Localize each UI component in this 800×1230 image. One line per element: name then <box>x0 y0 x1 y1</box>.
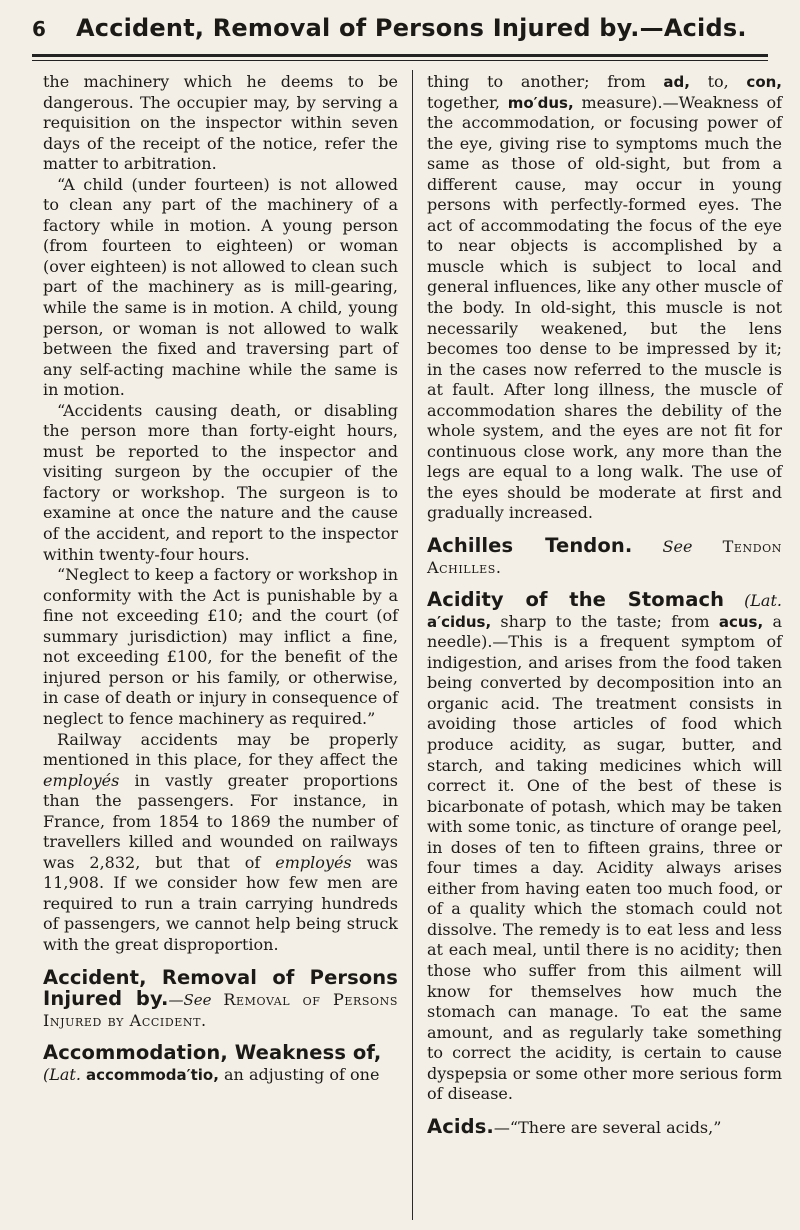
etymology-word: accommoda′tio, <box>86 1065 219 1084</box>
text-run: to, <box>689 72 747 91</box>
see-label: See <box>662 537 693 557</box>
etymology-word: mo′dus, <box>507 93 574 112</box>
entry-headword: Accommodation, Weakness of, <box>43 1041 382 1065</box>
entry-headword: Acidity of the Stomach <box>427 588 725 612</box>
etymology-label: (Lat. <box>744 591 782 611</box>
entry-headword: Achilles Tendon. <box>427 534 633 558</box>
entry-achilles-tendon <box>427 536 782 578</box>
paragraph: the machinery which he deems to be dangerous. The occupier may, by serving a requisition on the inspector within seven days of the receipt of the notice, refer the matter to arbitration. <box>43 72 398 174</box>
cross-reference: Removal of Persons Injured by Accident. <box>43 990 398 1030</box>
text-run: measure).—Weakness of the accommodation, or focusing power of the eye, giving rise to symptoms much the same as those of old-sight, but from a different cause, may occur in young persons with perfectly-formed eyes. The act of accommodating the focus of the eye to near objects is accomplished by a muscle which is subject to local and general influences, like any other muscle of the body. In old-sight, this muscle is not necessarily weakened, but the lens becomes too dense to be impressed by it; in the cases now referred to the muscle is at fault. After long illness, the muscle of accommodation shares the debility of the whole system, and the eyes are not fit for continuous close work, any more than the legs are equal to a long walk. The use of the eyes should be moderate at first and gradually increased. <box>427 92 782 523</box>
entry-acidity <box>427 590 782 1105</box>
etymology-word: acus, <box>718 612 764 631</box>
header-rule-thin <box>32 60 768 61</box>
paragraph <box>427 72 782 524</box>
etymology-word: a′cidus, <box>427 612 492 631</box>
column-divider <box>412 70 413 1220</box>
entry-headword: Accident, Removal of Persons Injured by. <box>43 965 398 1011</box>
etymology-label: (Lat. <box>43 1064 81 1084</box>
text-run: —“There are several acids,” <box>493 1117 722 1137</box>
text-run: Railway accidents may be properly mentioned in this place, for they affect the <box>43 729 398 770</box>
italic-term: employés <box>275 852 352 872</box>
text-run: sharp to the taste; from <box>491 611 719 631</box>
text-run: thing to another; from <box>427 72 664 91</box>
entry-accommodation <box>43 1043 398 1085</box>
paragraph: “Accidents causing death, or disabling the person more than forty-eight hours, must be reported to the inspector and visiting surgeon by the occupier of the factory or workshop. The surgeon is to examine at once the nature and the cause of the accident, and report to the inspector within twenty-four hours. <box>43 400 398 564</box>
entry-headword: Acids. <box>427 1114 494 1138</box>
page-number: 6 <box>32 17 46 41</box>
text-run: together, <box>427 92 508 112</box>
text-run: an adjusting of one <box>218 1064 380 1084</box>
text-run: was 11,908. If we consider how few men are required to run a train carrying hundreds of passengers, we cannot help being struck with the great disproportion. <box>43 852 399 954</box>
text-run: in vastly greater proportions than the passengers. For instance, in France, from 1854 to 1869 the number of travellers killed and wounded on railways was 2,832, but that of <box>43 770 398 872</box>
paragraph: “Neglect to keep a factory or workshop in conformity with the Act is punishable by a fine not exceeding £10; and the court (of summary jurisdiction) may inflict a fine, not exceeding £100, for the benefit of the injured person or his family, or otherwise, in case of death or injury in consequence of neglect to fence machinery as required.” <box>43 565 398 728</box>
right-column <box>427 72 782 1138</box>
etymology-word: ad, <box>663 73 690 91</box>
text-run: a needle).—This is a frequent symptom of indigestion, and arises from the food taken being converted by decomposition into an organic acid. The treatment consists in avoiding those articles of food which produce acidity, as sugar, butter, and starch, and taking medicines which will correct it. One of the best of these is bicarbonate of potash, which may be taken with some tonic, as tincture of orange peel, in doses of ten to fifteen grains, three or four times a day. Acidity always arises either from having eaten too much food, or of a quality which the stomach could not dissolve. The remedy is to eat less and less at each meal, until there is no acidity; then those who suffer from this ailment will know for themselves how much the stomach can manage. To eat the same amount, and as regularly take something to correct the acidity, is certain to cause dyspepsia or some other more serious form of disease. <box>427 611 782 1104</box>
running-title: Accident, Removal of Persons Injured by.—Acids. <box>76 14 747 42</box>
page-header <box>32 14 768 50</box>
italic-term: employés <box>43 770 120 790</box>
etymology-word: con, <box>746 73 782 91</box>
left-column <box>43 72 398 1085</box>
entry-acids <box>427 1114 782 1139</box>
see-label: —See <box>168 991 212 1010</box>
cross-reference: Tendon Achilles. <box>427 537 782 577</box>
paragraph <box>43 730 398 956</box>
paragraph: “A child (under fourteen) is not allowed to clean any part of the machinery of a factory while in motion. A young person (from fourteen to eighteen) or woman (over eighteen) is not allowed to clean such part of the machinery as is mill-gearing, while the same is in motion. A child, young person, or woman is not allowed to walk between the fixed and traversing part of any self-acting machine while the same is in motion. <box>43 174 398 400</box>
header-rule <box>32 54 768 57</box>
entry-accident-removal <box>43 965 398 1032</box>
